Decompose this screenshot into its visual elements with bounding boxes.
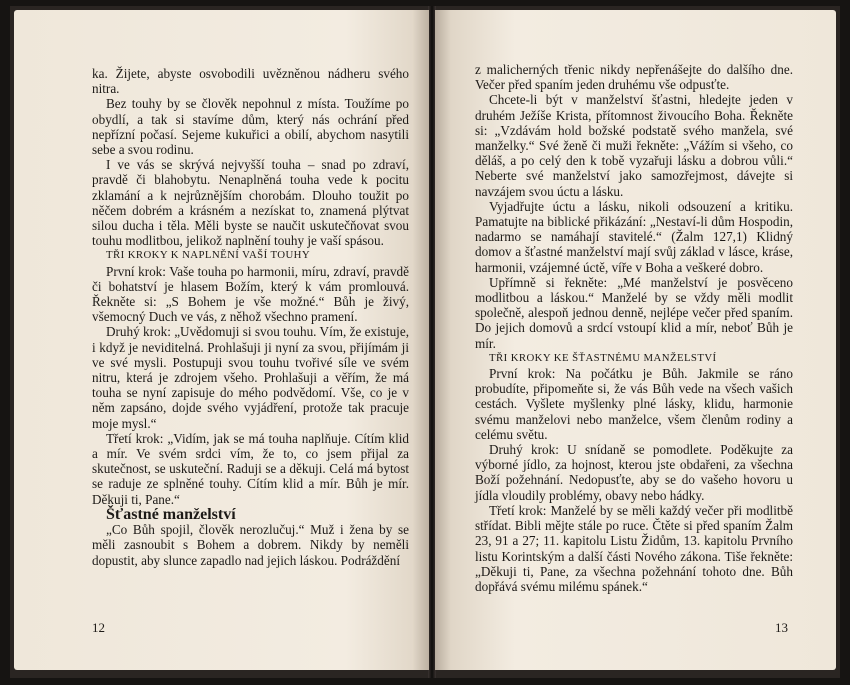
right-page (435, 10, 836, 670)
step-paragraph: První krok: Vaše touha po harmonii, míru, zdraví, pravdě či bohatství je hlasem Božím, který k vám promlouvá. Řekněte si: „S Bohem je vše možné.“ Bůh je živý, všemocný Duch ve vás, z něhož všechno pramení. (92, 263, 409, 325)
paragraph: Vyjadřujte úctu a lásku, nikoli odsouzení a kritiku. Pamatujte na biblické přikázání: „Nestaví-li dům Hospodin, nadarmo se namáhají stavitelé.“ (Žalm 127,1) Klidný domov a šťastné manželství mají svůj základ v lásce, kráse, harmonii, vzájemné úctě, víře v Boha a veškeré dobro. (475, 198, 793, 275)
left-page (14, 10, 429, 670)
section-title: Šťastné manželství (106, 505, 236, 523)
paragraph: z malicherných třenic nikdy nepřenášejte do dalšího dne. Večer před spaním jeden druhému vše odpusťte. (475, 62, 793, 93)
step-paragraph: Třetí krok: „Vidím, jak se má touha naplňuje. Cítím klid a mír. Ve svém srdci vím, že to, co jsem přijal za skutečnost, se uskuteční. Raduji se a děkuji. Celá má bytost se raduje ze splněné touhy. Cítím klid a mír. Bůh je mír. Děkuji ti, Pane.“ (92, 430, 409, 507)
step-paragraph: Druhý krok: U snídaně se pomodlete. Poděkujte za výborné jídlo, za hojnost, kterou jste obdařeni, za všechna Boží požehnání. Nedopusťte, aby se do vašeho hovoru u jídla vloudily problémy, obavy nebo hádky. (475, 442, 793, 503)
paragraph: Chcete-li být v manželství šťastni, hledejte jeden v druhém Ježíše Krista, přítomnost živoucího Boha. Řekněte si: „Vzdávám hold božské podstatě svého manžela, své manželky.“ Své ženě či muži řekněte: „Vážím si všeho, co děláš, a po celý den k tobě vyzařuji lásku a dobrou vůli.“ Neberte své manželství jako samozřejmost, dávejte si navzájem svou úctu a lásku. (475, 92, 793, 199)
step-paragraph: Třetí krok: Manželé by se měli každý večer při modlitbě střídat. Bibli mějte stále po ruce. Čtěte si před spaním Žalm 23, 91 a 27; 11. kapitolu Listu Židům, 13. kapitolu Prvního listu Korintským a další části Nového zákona. Tiše řekněte: „Děkuji ti, Pane, za všechna požehnání tohoto dne. Bůh dopřává svému milému spánek.“ (475, 502, 793, 594)
left-page-text (92, 66, 409, 568)
page-number: 12 (92, 620, 105, 635)
open-book (10, 6, 840, 678)
right-page-text (475, 62, 793, 594)
paragraph: ka. Žijete, abyste osvobodili uvězněnou nádheru svého nitra. (92, 66, 409, 97)
page-number: 13 (775, 620, 788, 635)
paragraph: I ve vás se skrývá nejvyšší touha – snad po zdraví, pravdě či blahobytu. Nenaplněná touha vede k pocitu zklamání a k nejrůznějším chorobám. Dlouho toužit po něčem dobrém a krásném a nezískat to, znamená plýtvat silou ducha i těla. Měli byste se naučit uskutečňovat svou touhu modlitbou, jelikož naplnění touhy je vaší spásou. (92, 157, 409, 249)
paragraph: Upřímně si řekněte: „Mé manželství je posvěceno modlitbou a láskou.“ Manželé by se vždy měli modlit společně, alespoň jednou denně, nejlépe večer před spaním. Do jejich domovů a srdcí vstoupí klid a mír, neboť Bůh je mír. (475, 274, 793, 351)
step-paragraph: Druhý krok: „Uvědomuji si svou touhu. Vím, že existuje, i když je neviditelná. Prohlašuji ji nyní za svou, přijímám ji ve své mysli. Postupuji svou touhu tvořivé síle ve svém nitru, která je zdrojem všeho. Prohlašuji a věřím, že má touha se nyní zapisuje do mého podvědomí. Vše, co je v něm zapsáno, dojde svého vyjádření, protože tak pracuje moje mysl.“ (92, 324, 409, 431)
step-paragraph: První krok: Na počátku je Bůh. Jakmile se ráno probudíte, připomeňte si, že vás Bůh vede na všech vašich cestách. Vyšlete myšlenky plné lásky, klidu, harmonie svému manželovi nebo manželce, všem členům rodiny a celému světu. (475, 366, 793, 442)
subheading: TŘI KROKY K NAPLNĚNÍ VAŠÍ TOUHY (106, 249, 311, 262)
paragraph: „Co Bůh spojil, člověk nerozlučuj.“ Muž i žena by se měli zasnoubit s Bohem a dobrem. Nikdy by neměli dopustit, aby slunce zapadlo nad jejich láskou. Podráždění (92, 522, 409, 568)
paragraph: Bez touhy by se člověk nepohnul z místa. Toužíme po obydlí, a tak si stavíme dům, který nás ochrání před nepřízní počasí. Sejeme kukuřici a obilí, abychom nasytili sebe a svou rodinu. (92, 96, 409, 158)
subheading: TŘI KROKY KE ŠŤASTNÉMU MANŽELSTVÍ (489, 351, 717, 364)
